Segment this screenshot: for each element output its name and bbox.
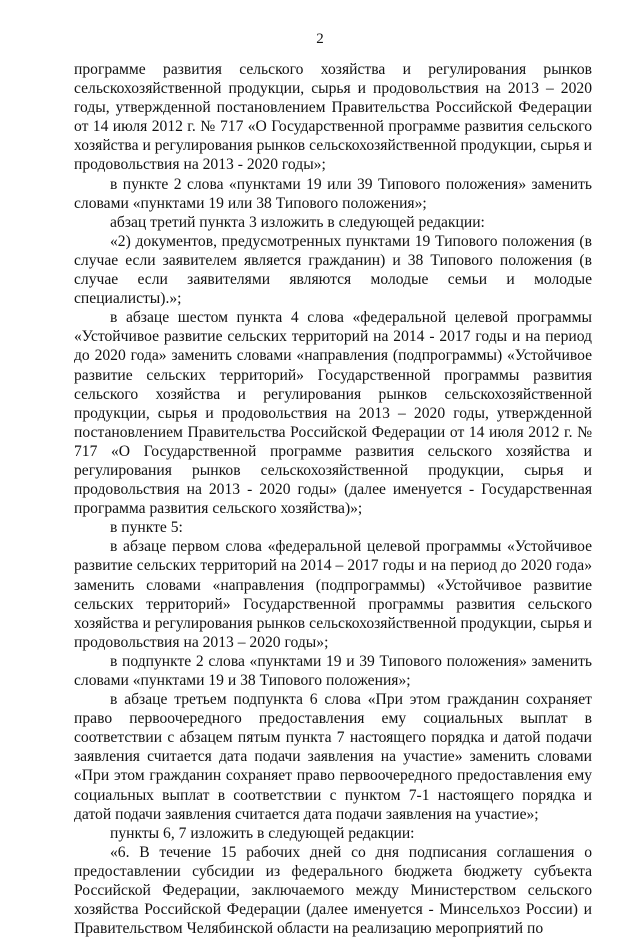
paragraph: программе развития сельского хозяйства и регулирования рынков сельскохозяйственной продукции, сырья и продовольствия на 2013 – 2020 годы, утвержденной постановлением Правительства Российской Федерации от 14 июля 2012 г. № 717 «О Государственной программе развития сельского хозяйства и регулирования рынков сельскохозяйственной продукции, сырья и продовольствия на 2013 - 2020 годы»;: [74, 61, 592, 174]
paragraph: в пункте 2 слова «пунктами 19 или 39 Типового положения» заменить словами «пунктами 19 или 38 Типового положения»;: [74, 175, 592, 212]
paragraph: в подпункте 2 слова «пунктами 19 и 39 Типового положения» заменить словами «пунктами 19 и 38 Типового положения»;: [74, 652, 592, 689]
paragraph: «2) документов, предусмотренных пунктами 19 Типового положения (в случае если заявителем является гражданин) и 38 Типового положения (в случае если заявителями являются молодые семьи и молодые специалисты).»;: [74, 232, 592, 308]
paragraph: абзац третий пункта 3 изложить в следующей редакции:: [110, 213, 485, 231]
paragraph: в абзаце первом слова «федеральной целевой программы «Устойчивое развитие сельских территорий на 2014 – 2017 годы и на период до 2020 года» заменить словами «направления (подпрограммы) «Устойчивое развитие сельских территорий» Государственной программы развития сельского хозяйства и регулирования рынков сельскохозяйственной продукции, сырья и продовольствия на 2013 – 2020 годы»;: [74, 538, 592, 651]
document-body: [74, 60, 592, 938]
page-number: 2: [316, 31, 324, 47]
paragraph: пункты 6, 7 изложить в следующей редакции:: [110, 824, 415, 842]
scan-artifact: [250, 850, 350, 860]
paragraph: «6. В течение 15 рабочих дней со дня подписания соглашения о предоставлении субсидии из федерального бюджета бюджету субъекта Российской Федерации, заключаемого между Министерством сельского хозяйства Российской Федерации (далее именуется - Минсельхоз России) и Правительством Челябинской области на реализацию мероприятий по: [74, 843, 592, 938]
paragraph: в пункте 5:: [110, 519, 183, 537]
paragraph: в абзаце шестом пункта 4 слова «федеральной целевой программы «Устойчивое развитие сельских территорий на 2014 - 2017 годы и на период до 2020 года» заменить словами «направления (подпрограммы) «Устойчивое развитие сельских территорий» Государственной программы развития сельского хозяйства и регулирования рынков сельскохозяйственной продукции, сырья и продовольствия на 2013 – 2020 годы, утвержденной постановлением Правительства Российской Федерации от 14 июля 2012 г. № 717 «О Государственной программе развития сельского хозяйства и регулирования рынков сельскохозяйственной продукции, сырья и продовольствия на 2013 - 2020 годы» (далее именуется - Государственная программа развития сельского хозяйства)»;: [74, 309, 592, 518]
paragraph: в абзаце третьем подпункта 6 слова «При этом гражданин сохраняет право первоочередного предоставления ему социальных выплат в соответствии с абзацем пятым пункта 7 настоящего порядка и датой подачи заявления считается дата подачи заявления на участие» заменить словами «При этом гражданин сохраняет право первоочередного предоставления ему социальных выплат в соответствии с пунктом 7-1 настоящего порядка и датой подачи заявления считается дата подачи заявления на участие»;: [74, 691, 592, 823]
